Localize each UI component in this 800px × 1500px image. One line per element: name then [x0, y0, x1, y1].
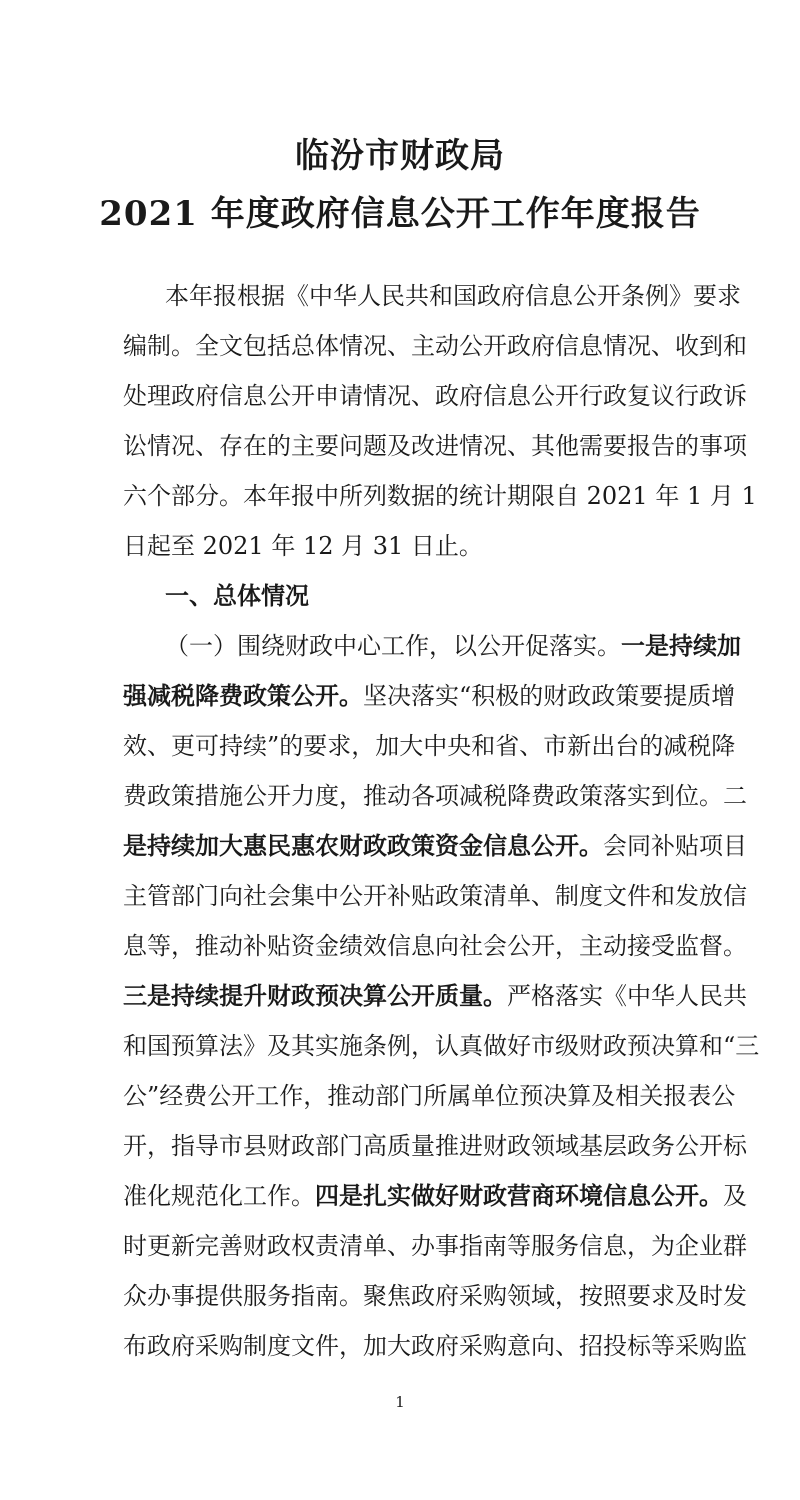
section-line-6: 主管部门向社会集中公开补贴政策清单、制度文件和发放信: [123, 882, 747, 910]
title-line-2: 2021 年度政府信息公开工作年度报告: [99, 194, 701, 234]
section-line-15: 布政府采购制度文件，加大政府采购意向、招投标等采购监: [123, 1332, 747, 1360]
section-line-5: 是持续加大惠民惠农财政政策资金信息公开。会同补贴项目: [123, 831, 747, 860]
intro-line-2: 编制。全文包括总体情况、主动公开政府信息情况、收到和: [123, 332, 747, 360]
title-line-1: 临汾市财政局: [295, 136, 505, 176]
page-number: 1: [395, 1393, 405, 1411]
intro-line-5: 六个部分。本年报中所列数据的统计期限自 2021 年 1 月 1: [123, 482, 757, 510]
section-heading: 一、总体情况: [165, 581, 309, 610]
intro-line-3: 处理政府信息公开申请情况、政府信息公开行政复议行政诉: [123, 382, 747, 410]
section-line-8: 三是持续提升财政预决算公开质量。严格落实《中华人民共: [123, 981, 747, 1010]
section-line-11: 开，指导市县财政部门高质量推进财政领域基层政务公开标: [123, 1132, 747, 1160]
section-line-2: 强减税降费政策公开。坚决落实“积极的财政政策要提质增: [123, 681, 736, 710]
section-line-12: 准化规范化工作。四是扎实做好财政营商环境信息公开。及: [123, 1181, 747, 1210]
section-line-7: 息等，推动补贴资金绩效信息向社会公开，主动接受监督。: [123, 932, 747, 960]
section-line-3: 效、更可持续”的要求，加大中央和省、市新出台的减税降: [123, 732, 736, 760]
section-line-13: 时更新完善财政权责清单、办事指南等服务信息，为企业群: [123, 1232, 747, 1260]
section-line-9: 和国预算法》及其实施条例，认真做好市级财政预决算和“三: [123, 1032, 760, 1060]
intro-line-6: 日起至 2021 年 12 月 31 日止。: [123, 532, 483, 560]
intro-line-1: 本年报根据《中华人民共和国政府信息公开条例》要求: [165, 282, 741, 310]
section-line-1: （一）围绕财政中心工作，以公开促落实。一是持续加: [165, 631, 741, 660]
section-line-4: 费政策措施公开力度，推动各项减税降费政策落实到位。二: [123, 782, 747, 810]
section-line-10: 公”经费公开工作，推动部门所属单位预决算及相关报表公: [123, 1082, 736, 1110]
intro-line-4: 讼情况、存在的主要问题及改进情况、其他需要报告的事项: [123, 432, 747, 460]
section-line-14: 众办事提供服务指南。聚焦政府采购领域，按照要求及时发: [123, 1282, 747, 1310]
